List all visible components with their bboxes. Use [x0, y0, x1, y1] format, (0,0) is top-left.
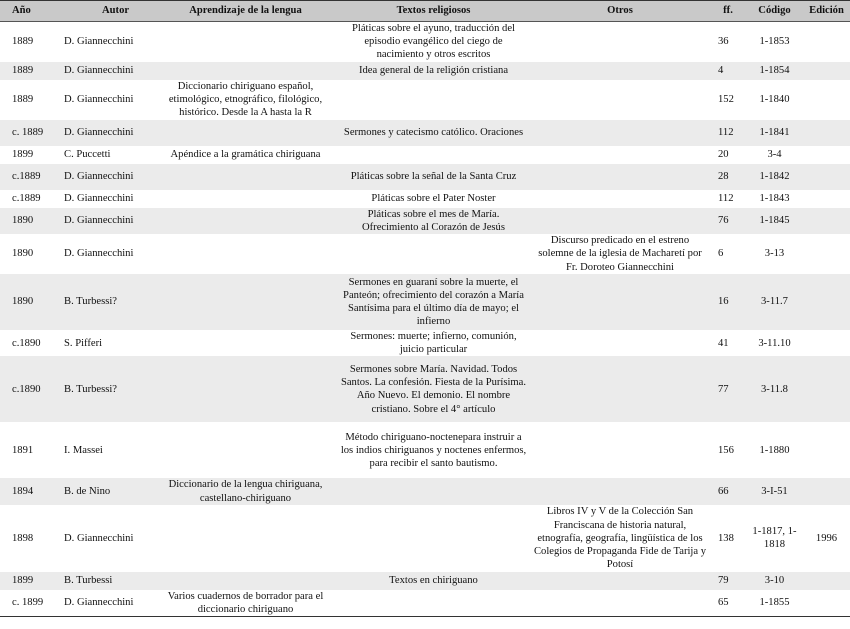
table-row [0, 62, 850, 80]
cell-codigo: 1-1840 [759, 94, 790, 105]
table-row [0, 234, 850, 274]
cell-ano: 1898 [12, 532, 34, 544]
cell-otros [530, 274, 710, 330]
cell-otros [530, 22, 710, 62]
table-row [0, 422, 850, 478]
cell-aprendizaje [154, 422, 337, 478]
cell-ano: c.1889 [12, 193, 41, 204]
table-row [0, 22, 850, 62]
cell-aprendizaje [154, 505, 337, 572]
cell-codigo: 1-1843 [759, 193, 790, 204]
cell-autor: D. Giannecchini [64, 36, 134, 48]
cell-otros [530, 330, 710, 356]
cell-ff: 36 [718, 36, 729, 48]
cell-autor: I. Massei [64, 444, 103, 456]
cell-ano: 1894 [12, 486, 34, 498]
cell-ano: 1891 [12, 444, 34, 456]
cell-textos [337, 234, 530, 274]
table-row [0, 208, 850, 234]
cell-edicion [803, 208, 850, 234]
cell-autor: S. Pifferi [64, 337, 103, 349]
cell-textos: Textos en chiriguano [389, 575, 478, 587]
header-autor: Autor [54, 1, 154, 22]
cell-codigo: 1-1854 [759, 65, 790, 76]
cell-ff: 6 [718, 248, 724, 260]
cell-autor: D. Giannecchini [64, 65, 134, 76]
table-row [0, 505, 850, 572]
table-header-row [0, 1, 850, 22]
cell-ano: 1899 [12, 575, 34, 587]
cell-ano: 1890 [12, 215, 34, 227]
cell-edicion [803, 80, 850, 120]
cell-ff: 41 [718, 337, 729, 349]
header-textos: Textos religiosos [337, 1, 530, 22]
cell-textos: Sermones en guaraní sobre la muerte, el Panteón; ofrecimiento del corazón a María Santísima para el último día de mayo; el infierno [343, 276, 524, 328]
table-row [0, 330, 850, 356]
cell-ff: 156 [718, 444, 734, 456]
cell-ano: c. 1889 [12, 127, 44, 138]
cell-textos: Método chiriguano-noctenepara instruir a los indios chiriguanos y noctenes enfermos, para recibir el santo bautismo. [340, 431, 527, 470]
cell-ff: 112 [718, 127, 734, 138]
cell-codigo: 1-1853 [759, 36, 790, 48]
cell-ano: 1889 [12, 36, 34, 48]
cell-edicion [803, 422, 850, 478]
cell-autor: D. Giannecchini [64, 532, 134, 544]
cell-ano: c.1889 [12, 171, 41, 182]
cell-otros [530, 146, 710, 164]
cell-textos: Idea general de la religión cristiana [358, 65, 509, 76]
cell-edicion [803, 22, 850, 62]
cell-autor: D. Giannecchini [54, 590, 154, 617]
cell-ano: 1889 [12, 65, 34, 76]
cell-edicion [803, 572, 850, 590]
table-row [0, 590, 850, 617]
cell-ff: 152 [718, 94, 734, 105]
cell-aprendizaje [154, 208, 337, 234]
cell-edicion [803, 590, 850, 617]
cell-edicion [803, 146, 850, 164]
cell-edicion [803, 164, 850, 190]
cell-otros [530, 120, 710, 146]
cell-otros [530, 62, 710, 80]
cell-ff: 65 [710, 590, 746, 617]
table-row [0, 572, 850, 590]
cell-ff: 20 [718, 149, 729, 160]
cell-textos [337, 478, 530, 504]
cell-codigo: 1-1855 [746, 590, 803, 617]
cell-aprendizaje [154, 164, 337, 190]
cell-aprendizaje: Apéndice a la gramática chiriguana [170, 149, 321, 160]
cell-autor: B. Turbessi? [64, 383, 117, 395]
cell-autor: D. Giannecchini [64, 127, 134, 138]
cell-aprendizaje [154, 120, 337, 146]
table-row [0, 478, 850, 504]
cell-autor: B. de Nino [64, 486, 111, 498]
cell-ff: 76 [718, 215, 729, 227]
table-row [0, 80, 850, 120]
cell-codigo: 3-10 [764, 575, 785, 587]
cell-textos: Sermones y catecismo católico. Oraciones [343, 127, 524, 138]
cell-ano: c.1890 [12, 383, 41, 395]
cell-ff: 4 [718, 65, 724, 76]
cell-autor: D. Giannecchini [64, 193, 134, 204]
table-row [0, 274, 850, 330]
cell-edicion [803, 190, 850, 208]
cell-edicion [803, 356, 850, 422]
cell-textos: Pláticas sobre el mes de María. Ofrecimiento al Corazón de Jesús [362, 208, 505, 233]
table-row [0, 164, 850, 190]
cell-otros [530, 478, 710, 504]
cell-codigo: 3-13 [764, 248, 785, 260]
header-codigo: Código [746, 1, 803, 22]
cell-autor: B. Turbessi [64, 575, 113, 587]
cell-codigo: 3-11.7 [761, 296, 788, 308]
cell-ff: 28 [718, 171, 729, 182]
cell-aprendizaje [154, 356, 337, 422]
cell-ano: 1889 [12, 94, 34, 105]
cell-aprendizaje: Diccionario de la lengua chiriguana, castellano-chiriguano [168, 479, 323, 504]
cell-otros [530, 190, 710, 208]
table-row [0, 356, 850, 422]
cell-autor: D. Giannecchini [64, 215, 134, 227]
cell-codigo: 1-1817, 1-1818 [752, 526, 797, 551]
cell-edicion [803, 234, 850, 274]
cell-autor: D. Giannecchini [64, 248, 134, 260]
cell-textos [337, 146, 530, 164]
cell-autor: B. Turbessi? [64, 296, 117, 308]
cell-edicion: 1996 [815, 532, 838, 544]
cell-textos: Sermones: muerte; infierno, comunión, juicio particular [350, 331, 517, 356]
cell-textos: Sermones sobre María. Navidad. Todos Santos. La confesión. Fiesta de la Purísima. Año Nuevo. El demonio. El nombre cristiano. Sobre el 4° artículo [340, 364, 527, 415]
cell-autor: D. Giannecchini [64, 94, 134, 105]
cell-codigo: 1-1880 [759, 444, 790, 456]
cell-edicion [803, 330, 850, 356]
cell-aprendizaje [154, 62, 337, 80]
cell-otros [530, 590, 710, 617]
cell-codigo: 3-4 [767, 149, 782, 160]
cell-otros [530, 356, 710, 422]
cell-ano: 1890 [12, 296, 34, 308]
cell-codigo: 3-I-51 [761, 486, 788, 498]
cell-otros: Discurso predicado en el estreno solemne de la iglesia de Macharetí por Fr. Doroteo Giannecchini [538, 235, 702, 273]
cell-codigo: 3-11.10 [758, 337, 791, 349]
cell-autor: C. Puccetti [64, 149, 111, 160]
cell-aprendizaje [154, 190, 337, 208]
cell-aprendizaje [154, 234, 337, 274]
cell-codigo: 1-1842 [759, 171, 790, 182]
cell-textos [337, 80, 530, 120]
cell-codigo: 3-11.8 [761, 383, 788, 395]
cell-textos: Pláticas sobre el ayuno, traducción del episodio evangélico del ciego de nacimiento y otros escritos [352, 23, 515, 61]
cell-otros [530, 422, 710, 478]
cell-otros [530, 572, 710, 590]
cell-otros: Libros IV y V de la Colección San Franciscana de historia natural, etnografía, geografía, lingüística de los Colegios de Propaganda Fide de Tarija y Potosí [533, 506, 707, 571]
cell-ano: 1890 [12, 248, 34, 260]
cell-codigo: 1-1841 [759, 127, 790, 138]
cell-autor: D. Giannecchini [64, 171, 134, 182]
cell-textos [337, 590, 530, 617]
header-ff: ff. [710, 1, 746, 22]
cell-otros [530, 164, 710, 190]
cell-ff: 16 [718, 296, 729, 308]
header-otros: Otros [530, 1, 710, 22]
table-row [0, 146, 850, 164]
table-row [0, 190, 850, 208]
cell-edicion [803, 274, 850, 330]
header-edicion: Edición [803, 1, 850, 22]
cell-ano: c.1890 [12, 337, 41, 349]
cell-ff: 79 [718, 575, 729, 587]
cell-aprendizaje [154, 274, 337, 330]
cell-ano: c. 1899 [0, 590, 54, 617]
cell-edicion [803, 120, 850, 146]
header-aprendizaje: Aprendizaje de la lengua [154, 1, 337, 22]
cell-aprendizaje [154, 330, 337, 356]
cell-aprendizaje [154, 22, 337, 62]
header-ano: Año [0, 1, 54, 22]
cell-aprendizaje: Diccionario chiriguano español, etimológico, etnográfico, filológico, histórico. Desde la A hasta la R [168, 80, 323, 119]
cell-aprendizaje [154, 572, 337, 590]
table-body [0, 22, 850, 617]
cell-textos: Pláticas sobre el Pater Noster [371, 193, 496, 204]
cell-ff: 112 [718, 193, 734, 204]
cell-otros [530, 80, 710, 120]
cell-ff: 138 [718, 532, 734, 544]
cell-otros [530, 208, 710, 234]
cell-ano: 1899 [12, 149, 34, 160]
cell-textos: Pláticas sobre la señal de la Santa Cruz [350, 171, 517, 182]
cell-codigo: 1-1845 [759, 215, 790, 227]
cell-ff: 77 [718, 383, 729, 395]
cell-aprendizaje: Varios cuadernos de borrador para el diccionario chiriguano [154, 590, 337, 617]
cell-edicion [803, 62, 850, 80]
cell-ff: 66 [718, 486, 729, 498]
cell-textos [337, 505, 530, 572]
table-row [0, 120, 850, 146]
cell-edicion [803, 478, 850, 504]
